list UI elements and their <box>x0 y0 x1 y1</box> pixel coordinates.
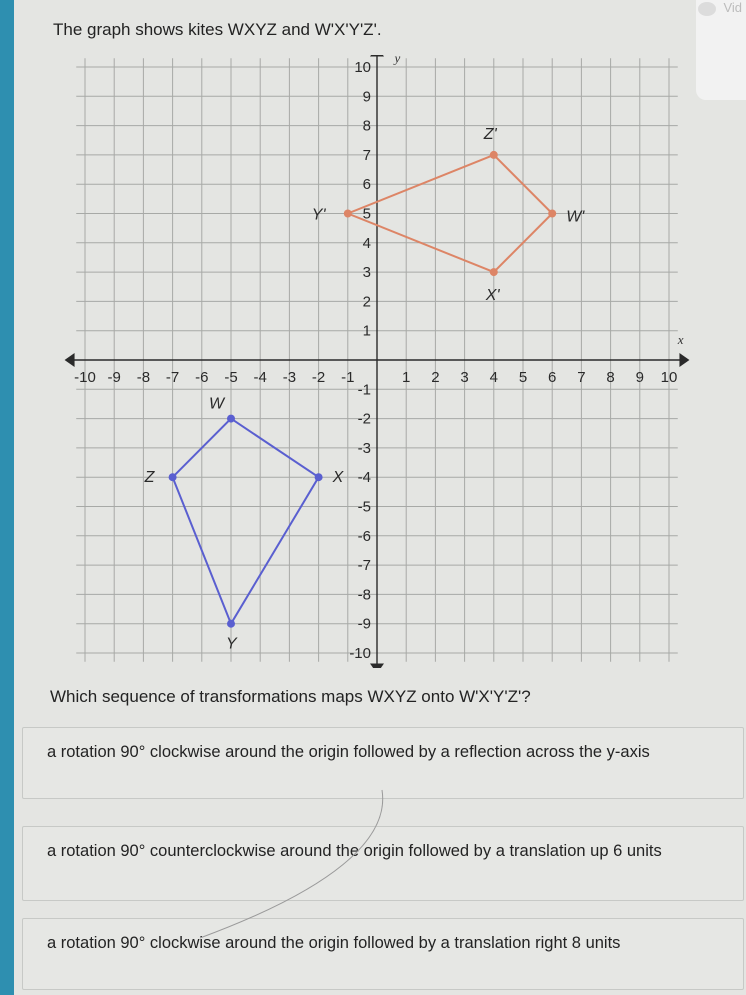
coordinate-graph <box>60 55 692 668</box>
axes <box>65 55 690 668</box>
y-tick-label: -1 <box>357 381 371 399</box>
vertex-point <box>169 473 177 481</box>
answer-choice-1-text: a rotation 90° clockwise around the origin followed by a reflection across the y-axis <box>47 743 650 761</box>
vertex-point <box>227 620 235 628</box>
x-tick-label: 2 <box>431 369 440 386</box>
x-tick-label: -10 <box>74 369 96 386</box>
y-tick-label: 4 <box>362 234 371 252</box>
vertex-label: Z <box>144 469 155 487</box>
y-axis-arrow-down <box>370 664 384 668</box>
vertex-point <box>344 210 352 218</box>
vertex-label: Z' <box>483 125 497 143</box>
vertex-label: Y' <box>311 206 326 224</box>
vertex-point <box>227 415 235 423</box>
answer-choice-2-text: a rotation 90° counterclockwise around the origin followed by a translation up 6 units <box>47 842 662 860</box>
x-tick-label: 5 <box>518 369 528 386</box>
x-tick-label: -8 <box>136 369 151 386</box>
x-tick-label: -2 <box>311 369 326 386</box>
x-tick-label: -5 <box>224 369 238 386</box>
y-tick-label: 7 <box>362 146 371 164</box>
answer-choice-2[interactable] <box>22 826 744 901</box>
vertex-label: W' <box>566 208 585 226</box>
y-tick-label: 8 <box>362 117 371 135</box>
video-tab-label: Vid <box>723 0 742 15</box>
vertex-label: X <box>332 469 344 487</box>
vertex-point <box>315 473 323 481</box>
x-tick-label: -1 <box>341 369 355 386</box>
x-tick-label: 4 <box>489 369 498 386</box>
video-icon <box>698 2 716 16</box>
y-tick-label: -8 <box>357 586 371 604</box>
vertex-label: X' <box>485 287 500 305</box>
y-axis-label: y <box>394 55 401 66</box>
x-tick-label: -9 <box>107 369 121 386</box>
y-axis-arrow-up <box>370 55 384 56</box>
x-axis-label: x <box>677 331 684 347</box>
y-tick-label: 6 <box>362 176 371 194</box>
y-tick-label: -2 <box>357 410 371 428</box>
y-tick-label: -5 <box>357 498 371 516</box>
vertex-point <box>490 268 498 276</box>
y-tick-label: -4 <box>357 469 371 487</box>
question-title: The graph shows kites WXYZ and W'X'Y'Z'. <box>53 20 382 39</box>
x-tick-label: -7 <box>165 369 180 386</box>
vertex-point <box>548 210 556 218</box>
y-tick-label: 3 <box>362 264 371 282</box>
kite-wxyz <box>173 419 319 624</box>
x-tick-label: 10 <box>660 369 678 386</box>
vertex-label: W <box>209 395 225 413</box>
x-tick-label: 1 <box>402 369 411 386</box>
vertex-label: Y <box>226 635 237 653</box>
x-tick-label: 8 <box>606 369 615 386</box>
y-tick-label: -9 <box>357 615 371 633</box>
question-prompt: Which sequence of transformations maps WXYZ onto W'X'Y'Z'? <box>50 687 531 706</box>
x-tick-label: -6 <box>195 369 209 386</box>
video-tab[interactable] <box>696 0 746 100</box>
x-axis-arrow-right <box>679 353 689 367</box>
y-tick-label: 10 <box>354 59 371 76</box>
y-tick-label: 5 <box>362 205 371 223</box>
x-tick-label: -3 <box>282 369 297 386</box>
x-axis-arrow-left <box>65 353 75 367</box>
answer-choice-1[interactable] <box>22 727 744 799</box>
answer-choice-3[interactable] <box>22 918 744 990</box>
y-tick-label: 2 <box>362 293 371 311</box>
y-tick-label: 1 <box>362 322 371 340</box>
x-tick-label: 7 <box>577 369 586 386</box>
left-edge-strip <box>0 0 14 995</box>
x-tick-label: 3 <box>460 369 469 386</box>
x-tick-label: 6 <box>548 369 557 386</box>
y-tick-label: -10 <box>349 645 371 662</box>
y-tick-label: -6 <box>357 527 371 545</box>
x-tick-label: 9 <box>635 369 644 386</box>
x-tick-label: -4 <box>253 369 267 386</box>
y-tick-label: -3 <box>357 439 371 457</box>
answer-choice-3-text: a rotation 90° clockwise around the origin followed by a translation right 8 units <box>47 934 621 952</box>
y-tick-label: 9 <box>362 88 371 106</box>
vertex-point <box>490 151 498 159</box>
y-tick-label: -7 <box>357 557 371 575</box>
